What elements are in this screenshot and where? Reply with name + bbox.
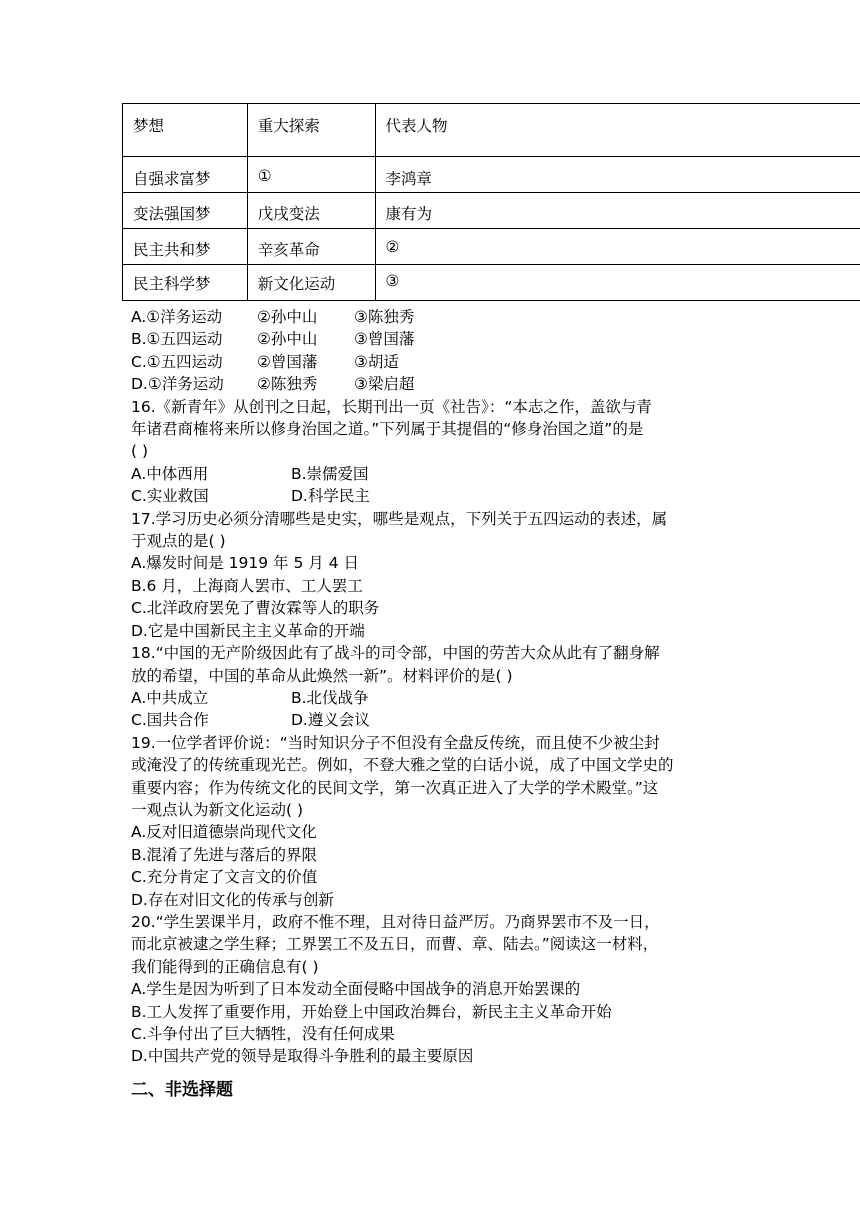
table-cell: 自强求富梦 xyxy=(123,157,248,193)
q18-stem-line: 18.“中国的无产阶级因此有了战斗的司令部，中国的劳苦大众从此有了翻身解 xyxy=(131,644,660,663)
q17-stem-line: 17.学习历史必须分清哪些是史实，哪些是观点，下列关于五四运动的表述，属 xyxy=(131,509,668,528)
q18-stem-line: 放的希望，中国的革命从此焕然一新”。材料评价的是( ) xyxy=(131,666,513,685)
table-row xyxy=(123,193,860,229)
table-cell: 康有为 xyxy=(375,193,860,229)
q15-option-b: B.①五四运动 ②孙中山 ③曾国藩 xyxy=(131,330,415,349)
question-content xyxy=(131,306,731,1102)
table-row xyxy=(123,157,860,193)
q18-options-row: C.国共合作 D.遵义会议 xyxy=(131,711,370,730)
q20-option: C.斗争付出了巨大牺牲，没有任何成果 xyxy=(131,1025,395,1043)
q19-option: D.存在对旧文化的传承与创新 xyxy=(131,890,334,909)
q18-options-row: A.中共成立 B.北伐战争 xyxy=(131,688,369,707)
q19-option: A.反对旧道德崇尚现代文化 xyxy=(131,823,317,842)
q16-stem-line: 16.《新青年》从创刊之日起，长期刊出一页《社告》：“本志之作，盖欲与青 xyxy=(131,397,652,416)
table-header-row xyxy=(123,104,860,157)
q17-option: D.它是中国新民主主义革命的开端 xyxy=(131,621,365,640)
q20-stem-line: 我们能得到的正确信息有( ) xyxy=(131,957,319,976)
section-heading: 二、非选择题 xyxy=(131,1079,233,1100)
q20-option: A.学生是因为听到了日本发动全面侵略中国战争的消息开始罢课的 xyxy=(131,980,581,999)
table-cell: 变法强国梦 xyxy=(123,193,248,229)
q17-option: C.北洋政府罢免了曹汝霖等人的职务 xyxy=(131,599,380,618)
table-cell: 李鸿章 xyxy=(375,157,860,193)
table-cell: 民主科学梦 xyxy=(123,265,248,301)
q19-option: B.混淆了先进与落后的界限 xyxy=(131,845,318,864)
table-row xyxy=(123,265,860,301)
q17-option: A.爆发时间是 1919 年 5 月 4 日 xyxy=(131,554,359,573)
q17-option: B.6 月，上海商人罢市、工人罢工 xyxy=(131,576,363,595)
q16-options-row: C.实业救国 D.科学民主 xyxy=(131,487,370,506)
table-cell: 新文化运动 xyxy=(247,265,375,301)
q16-stem-line: 年诸君商榷将来所以修身治国之道。”下列属于其提倡的“修身治国之道”的是 xyxy=(131,420,644,439)
history-dream-table xyxy=(122,103,860,301)
q19-stem-line: 或淹没了的传统重现光芒。例如，不登大雅之堂的白话小说，成了中国文学史的 xyxy=(131,756,674,775)
table-header-cell: 梦想 xyxy=(123,104,248,157)
table-header-cell: 重大探索 xyxy=(247,104,375,157)
q19-stem-line: 重要内容；作为传统文化的民间文学，第一次真正进入了大学的学术殿堂。”这 xyxy=(131,778,659,797)
table-cell: 辛亥革命 xyxy=(247,229,375,265)
table-header-cell: 代表人物 xyxy=(375,104,860,157)
q20-stem-line: 20.“学生罢课半月，政府不惟不理，且对待日益严厉。乃商界罢市不及一日， xyxy=(131,912,660,931)
table-cell: 戊戌变法 xyxy=(247,193,375,229)
q19-option: C.充分肯定了文言文的价值 xyxy=(131,868,318,887)
q20-stem-line: 而北京被逮之学生释；工界罢工不及五日，而曹、章、陆去。”阅读这一材料， xyxy=(131,935,659,954)
q15-option-d: D.①洋务运动 ②陈独秀 ③梁启超 xyxy=(131,375,415,394)
q16-options-row: A.中体西用 B.崇儒爱国 xyxy=(131,464,369,483)
q19-stem-line: 一观点认为新文化运动( ) xyxy=(131,800,304,819)
table-row xyxy=(123,229,860,265)
q20-option: D.中国共产党的领导是取得斗争胜利的最主要原因 xyxy=(131,1047,474,1066)
table-cell: ① xyxy=(247,157,375,193)
q17-stem-line: 于观点的是( ) xyxy=(131,532,226,551)
table-cell: ② xyxy=(375,229,860,265)
q20-option: B.工人发挥了重要作用，开始登上中国政治舞台，新民主主义革命开始 xyxy=(131,1002,612,1021)
table-cell: 民主共和梦 xyxy=(123,229,248,265)
q15-option-c: C.①五四运动 ②曾国藩 ③胡适 xyxy=(131,352,399,371)
q19-stem-line: 19.一位学者评价说：“当时知识分子不但没有全盘反传统，而且使不少被尘封 xyxy=(131,733,660,752)
table-cell: ③ xyxy=(375,265,860,301)
q15-option-a: A.①洋务运动 ②孙中山 ③陈独秀 xyxy=(131,308,415,326)
q16-stem-line: ( ) xyxy=(131,442,149,461)
